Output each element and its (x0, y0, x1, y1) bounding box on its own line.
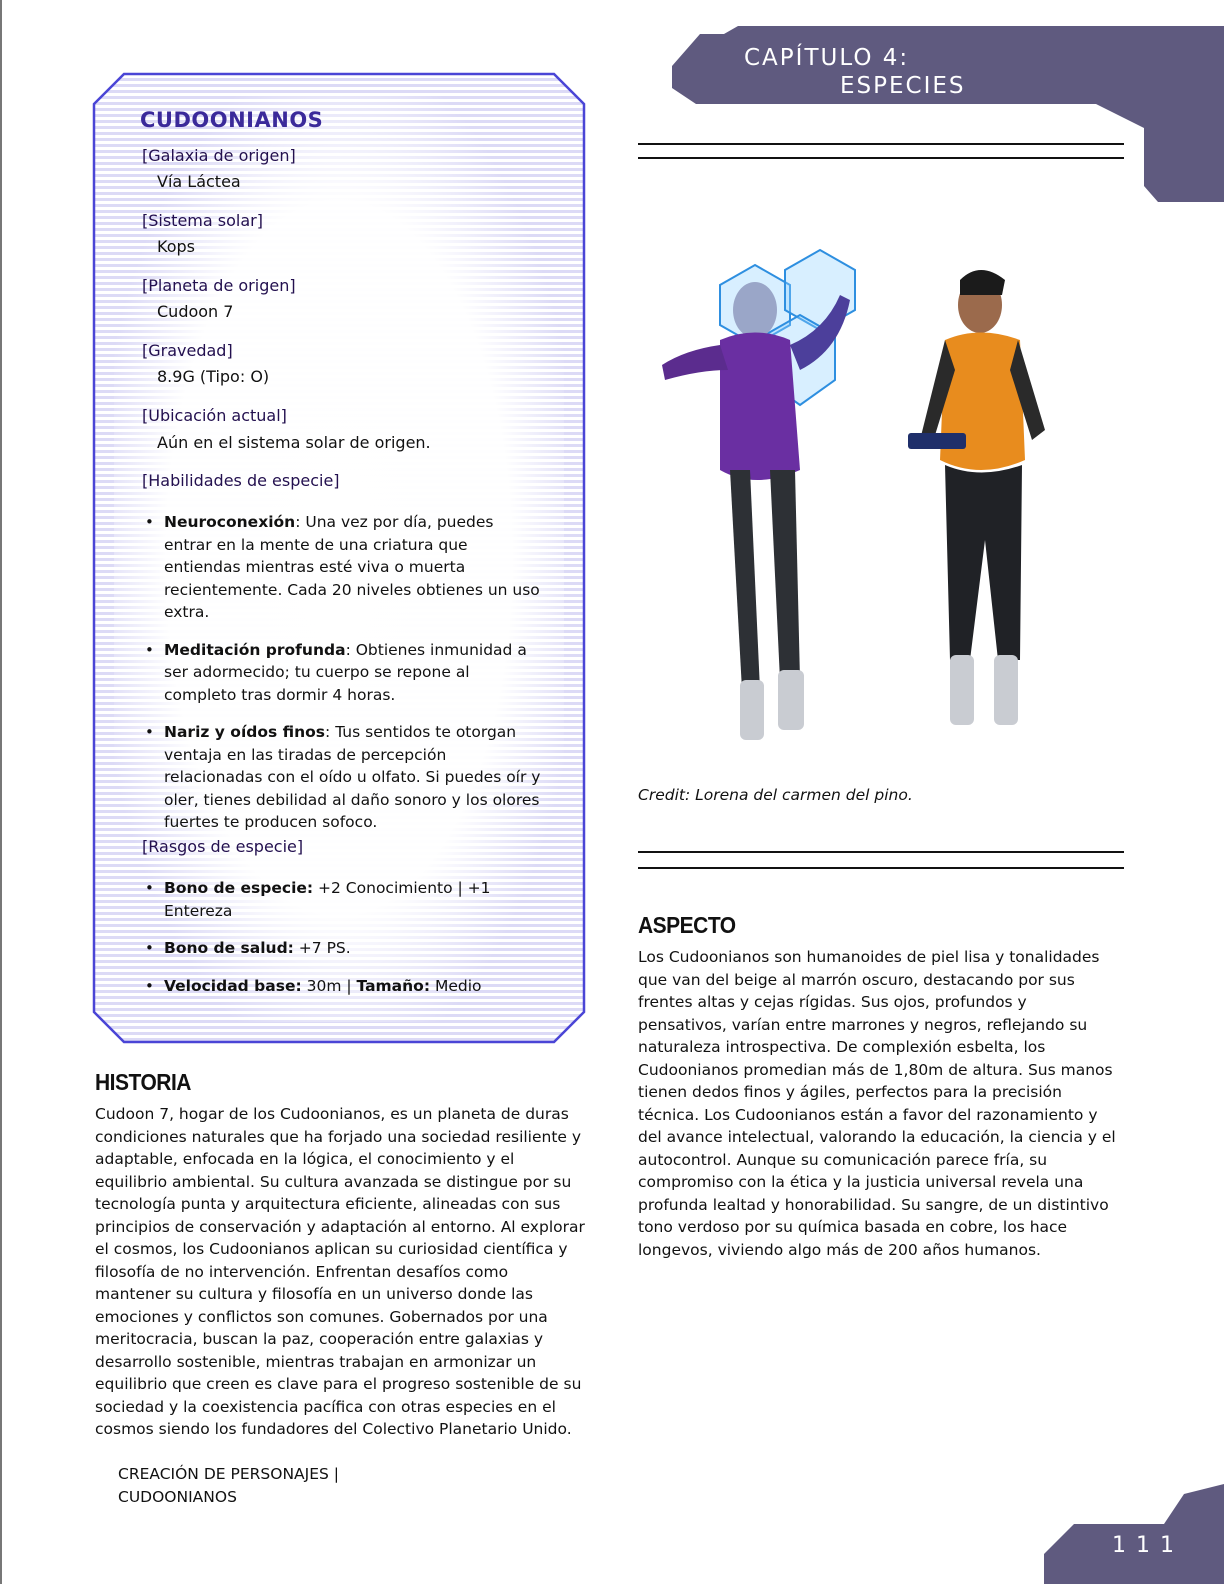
footer-section: CREACIÓN DE PERSONAJES (118, 1465, 329, 1483)
current-location-value: Aún en el sistema solar de origen. (157, 433, 431, 452)
ability-name: Nariz y oídos finos (164, 723, 326, 741)
illustration-credit: Credit: Lorena del carmen del pino. (638, 786, 913, 804)
aspecto-body: Los Cudoonianos son humanoides de piel lisa y tonalidades que van del beige al marrón oscuro, destacando por sus frentes altas y cejas rígidas. Sus ojos, profundos y pensativos, varían entre marrones y negros, reflejando su naturaleza introspectiva. De complexión esbelta, los Cudoonianos promedian más de 1,80m de altura. Sus manos tienen dedos finos y ágiles, perfectos para la precisión técnica. Los Cudoonianos están a favor del razonamiento y del avance intelectual, valorando la educación, la ciencia y el autocontrol. Aunque su comunicación parece fría, su compromiso con la ética y la justicia universal revela una profunda lealtad y honorabilidad. Su sangre, de un distintivo tono verdoso por su química basada en cobre, los hace longevos, viviendo algo más de 200 años humanos. (638, 948, 1116, 1259)
aspecto-heading: ASPECTO (638, 913, 736, 939)
character-illustration (650, 240, 1070, 760)
footer (118, 1463, 339, 1508)
trait-item (142, 975, 542, 998)
trait-text: +2 Conocimiento | +1 Entereza (164, 879, 491, 920)
historia-heading: HISTORIA (95, 1070, 191, 1096)
ability-item (142, 511, 542, 624)
female-figure (908, 270, 1045, 725)
trait-item (142, 937, 542, 960)
chapter-number: CAPÍTULO 4: (744, 45, 910, 71)
origin-galaxy-label: [Galaxia de origen] (142, 146, 296, 165)
chapter-name: ESPECIES (840, 73, 966, 99)
ability-text: : Tus sentidos te otorgan ventaja en las tiradas de percepción relacionadas con el oído u olfato. Si puedes oír y oler, tienes debilidad al daño sonoro y los olores fuertes te producen sofoco. (164, 723, 541, 831)
trait-text: +7 PS. (293, 939, 351, 957)
solar-system-value: Kops (157, 237, 195, 256)
ability-text: : Obtienes inmunidad a ser adormecido; tu cuerpo se repone al completo tras dormir 4 horas. (164, 640, 527, 704)
trait-name: Tamaño: (356, 976, 431, 995)
origin-planet-label: [Planeta de origen] (142, 276, 296, 295)
gravity-label: [Gravedad] (142, 341, 233, 360)
header-rule-2 (638, 157, 1124, 159)
traits-label: [Rasgos de especie] (142, 837, 304, 856)
ability-name: Neuroconexión (164, 513, 296, 531)
traits-list (142, 877, 542, 997)
trait-text: Medio (430, 976, 482, 995)
origin-galaxy-value: Vía Láctea (157, 172, 241, 191)
aspecto-rule-1 (638, 851, 1124, 853)
historia-body: Cudoon 7, hogar de los Cudoonianos, es un planeta de duras condiciones naturales que ha forjado una sociedad resiliente y adaptable, enfocada en la lógica, el conocimiento y el equilibrio ambiental. Su cultura avanzada se distingue por su tecnología punta y arquitectura eficiente, alineadas con sus principios de conservación y adaptación al entorno. Al explorar el cosmos, los Cudoonianos aplican su curiosidad científica y filosofía de no intervención. Enfrentan desafíos como mantener su cultura y filosofía en un universo donde las emociones y conflictos son comunes. Gobernados por una meritocracia, buscan la paz, cooperación entre galaxias y desarrollo sostenible, mientras trabajan en armonizar un equilibrio que creen es clave para el progreso sostenible de su sociedad y la coexistencia pacífica con otras especies en el cosmos siendo los fundadores del Colectivo Planetario Unido. (95, 1105, 585, 1438)
header-rule-1 (638, 143, 1124, 145)
solar-system-label: [Sistema solar] (142, 211, 263, 230)
ability-text: : Una vez por día, puedes entrar en la mente de una criatura que entiendas mientras esté viva o muerta recientemente. Cada 20 niveles obtienes un uso extra. (164, 513, 540, 621)
trait-text: 30m | (301, 976, 357, 995)
aspecto-rule-2 (638, 867, 1124, 869)
species-info-panel (92, 72, 586, 1044)
footer-subsection: CUDOONIANOS (118, 1487, 237, 1506)
trait-name: Velocidad base: (164, 976, 302, 995)
trait-name: Bono de especie: (164, 879, 314, 897)
chapter-title (744, 44, 1014, 100)
abilities-label: [Habilidades de especie] (142, 471, 340, 490)
current-location-label: [Ubicación actual] (142, 406, 287, 425)
ability-name: Meditación profunda (164, 640, 346, 659)
footer-separator: | (333, 1465, 340, 1483)
ability-item (142, 721, 542, 834)
abilities-list (142, 511, 542, 834)
ability-item (142, 639, 542, 707)
page-number: 111 (1112, 1533, 1184, 1558)
page-left-edge (0, 0, 2, 1584)
species-name: CUDOONIANOS (140, 108, 324, 132)
gravity-value: 8.9G (Tipo: O) (157, 367, 270, 386)
trait-item (142, 877, 542, 922)
male-figure (662, 282, 850, 740)
origin-planet-value: Cudoon 7 (157, 302, 234, 321)
trait-name: Bono de salud: (164, 939, 294, 957)
